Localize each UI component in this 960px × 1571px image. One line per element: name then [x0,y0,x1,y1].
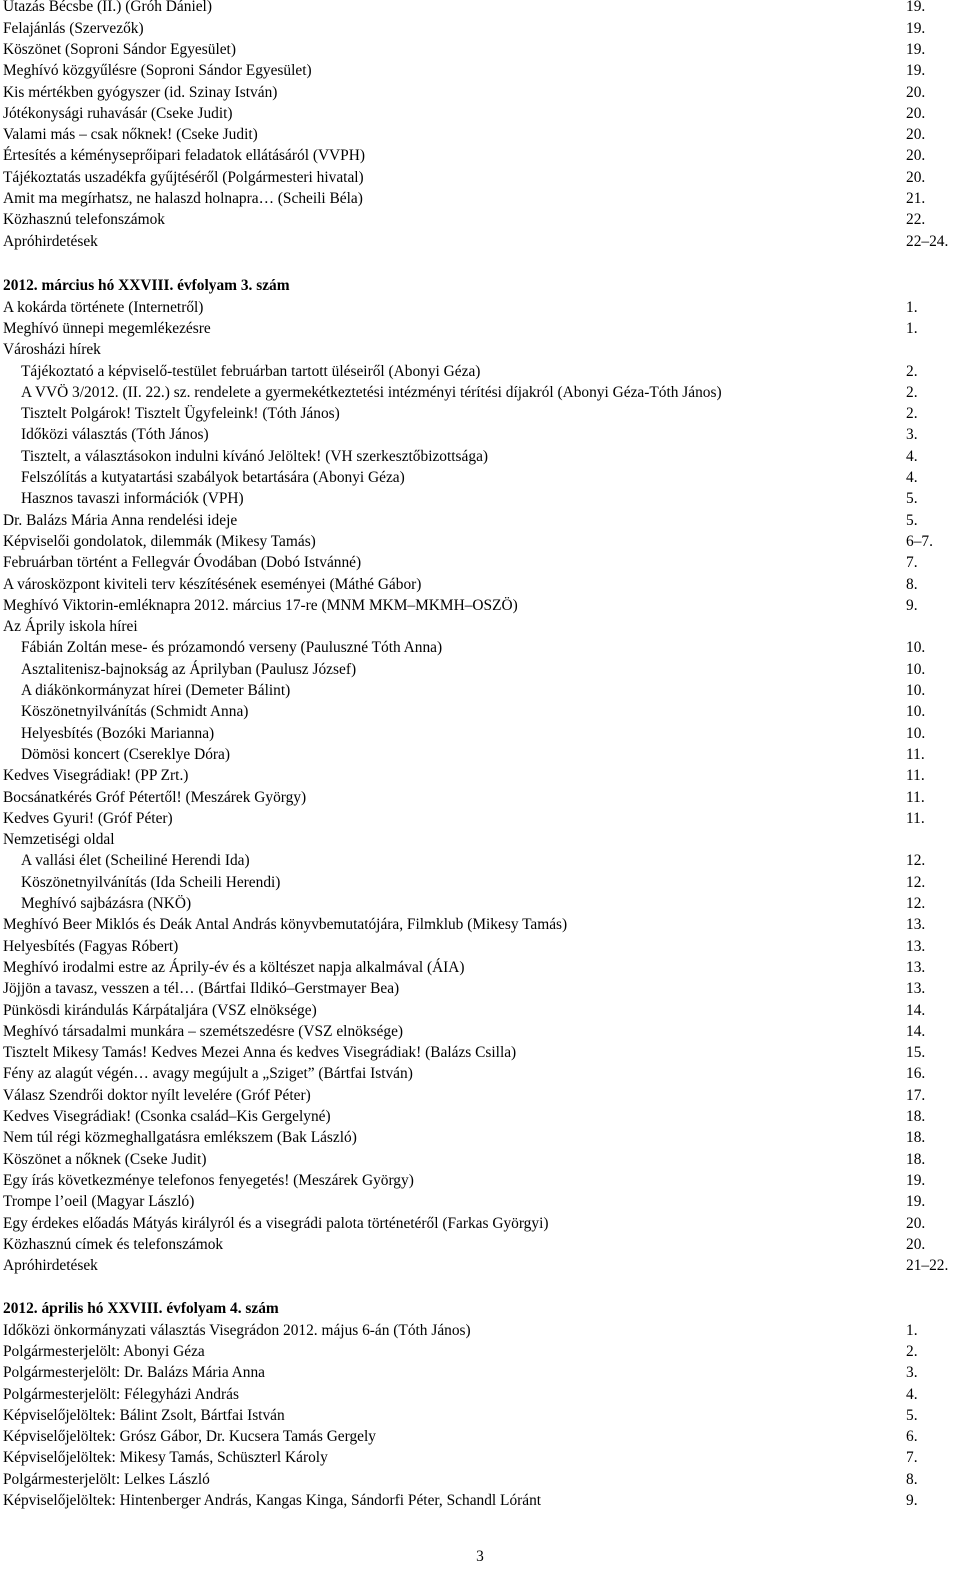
toc-entry [0,637,960,658]
toc-entry [0,744,960,765]
section-heading: 2012. április hó XXVIII. évfolyam 4. szám [3,1300,279,1318]
toc-entry-page: 4. [906,469,918,486]
toc-entry-title: Tisztelt Polgárok! Tisztelt Ügyfeleink! (Tóth János) [21,405,340,423]
toc-entry [0,872,960,893]
toc-entry [0,424,960,445]
toc-entry-title: Fény az alagút végén… avagy megújult a „Sziget” (Bártfai István) [3,1065,413,1083]
toc-entry-page: 1. [906,298,918,316]
toc-entry-title: Időközi választás (Tóth János) [21,426,209,444]
toc-entry-page: 11. [906,809,925,827]
toc-entry [0,297,960,318]
toc-entry-page: 18. [906,1108,926,1125]
toc-entry [0,1255,960,1276]
toc-entry [0,231,960,252]
toc-entry-page: 22–24. [906,232,949,250]
toc-entry-title: Trompe l’oeil (Magyar László) [3,1193,195,1211]
toc-entry-title: Tisztelt Mikesy Tamás! Kedves Mezei Anna és kedves Visegrádiak! (Balázs Csilla) [3,1044,517,1062]
toc-entry-title: Az Áprily iskola hírei [3,618,138,636]
toc-entry-title: A vallási élet (Scheiliné Herendi Ida) [21,852,250,870]
toc-entry-page: 11. [906,745,925,763]
toc-entry-title: Polgármesterjelölt: Abonyi Géza [3,1342,205,1360]
toc-entry-page: 11. [906,788,925,806]
toc-entry [0,936,960,957]
toc-entry [0,1149,960,1170]
toc-entry [0,787,960,808]
toc-entry [0,1341,960,1362]
toc-entry [0,510,960,531]
toc-entry-title: Köszönet a nőknek (Cseke Judit) [3,1150,207,1168]
toc-entry-page: 11. [906,767,925,785]
toc-entry [0,829,960,850]
toc-entry-page: 1. [906,1321,918,1339]
toc-entry-title: Meghívó közgyűlésre (Soproni Sándor Egyesület) [3,62,312,80]
toc-entry-title: Jöjjön a tavasz, vesszen a tél… (Bártfai Ildikó–Gerstmayer Bea) [3,980,400,998]
toc-entry-title: Közhasznú címek és telefonszámok [3,1235,224,1253]
toc-entry [0,1234,960,1255]
toc-entry-page: 19. [906,62,926,80]
toc-entry [0,723,960,744]
toc-entry-title: Apróhirdetések [3,232,98,250]
toc-entry-title: Polgármesterjelölt: Lelkes László [3,1470,210,1488]
toc-entry-page: 19. [906,1193,926,1211]
toc-entry-page: 20. [906,126,926,144]
toc-entry-page: 12. [906,873,926,891]
toc-entry-page: 7. [906,554,918,572]
toc-entry-page: 19. [906,40,926,58]
toc-entry-page: 19. [906,1171,926,1189]
toc-entry-page: 12. [906,895,926,912]
toc-entry [0,1063,960,1084]
toc-entry-page: 12. [906,852,926,870]
toc-entry-title: Meghívó Viktorin-emléknapra 2012. március 17-re (MNM MKM–MKMH–OSZÖ) [3,596,518,614]
toc-entry [0,914,960,935]
toc-entry-page: 13. [906,937,926,955]
toc-entry [0,595,960,616]
toc-entry-title: Apróhirdetések [3,1257,98,1275]
toc-entry-title: A diákönkormányzat hírei (Demeter Bálint) [21,682,291,699]
toc-entry-title: Tájékoztató a képviselő-testület februárban tartott üléseiről (Abonyi Géza) [21,362,481,380]
toc-entry-title: Asztalitenisz-bajnokság az Áprilyban (Paulusz József) [21,660,357,678]
toc-entry-page: 13. [906,958,926,976]
toc-entry [0,39,960,60]
toc-entry-title: Képviselői gondolatok, dilemmák (Mikesy Tamás) [3,532,316,550]
toc-entry [0,1191,960,1212]
toc-entry-page: 3. [906,1364,918,1382]
toc-entry-title: Válasz Szendrői doktor nyílt levelére (Gróf Péter) [3,1086,311,1104]
toc-entry-title: Utazás Bécsbe (II.) (Gróh Dániel) [3,0,212,16]
toc-entry [0,1106,960,1127]
toc-entry-page: 10. [906,703,926,721]
toc-entry-page: 10. [906,639,926,657]
toc-entry-page: 20. [906,104,926,122]
toc-entry [0,382,960,403]
toc-entry-title: Kis mértékben gyógyszer (id. Szinay István) [3,83,278,101]
toc-entry-page: 15. [906,1044,926,1062]
toc-entry-title: Dr. Balázs Mária Anna rendelési ideje [3,511,238,529]
toc-entry-title: Időközi önkormányzati választás Visegrádon 2012. május 6-án (Tóth János) [3,1321,471,1339]
toc-entry [0,574,960,595]
toc-entry-page: 9. [906,596,918,614]
toc-entry [0,978,960,999]
toc-entry [0,1469,960,1490]
toc-entry [0,1362,960,1383]
toc-entry-title: Meghívó sajbázásra (NKÖ) [21,895,192,912]
toc-entry-page: 22. [906,211,926,229]
toc-entry [0,1405,960,1426]
toc-entry-page: 6–7. [906,532,933,550]
toc-entry-title: Közhasznú telefonszámok [3,211,165,229]
toc-entry-title: Képviselőjelöltek: Bálint Zsolt, Bártfai István [3,1406,285,1424]
toc-entry [0,765,960,786]
toc-entry [0,361,960,382]
toc-entry-title: A VVÖ 3/2012. (II. 22.) sz. rendelete a gyermekétkeztetési intézményi térítési díjakról (Abonyi Géza-Tóth János) [21,383,722,401]
toc-entry [0,1320,960,1341]
toc-entry-page: 20. [906,168,926,186]
toc-entry-title: Nem túl régi közmeghallgatásra emlékszem (Bak László) [3,1129,357,1147]
toc-entry [0,552,960,573]
toc-entry-page: 2. [906,362,918,380]
toc-entry-page: 13. [906,980,926,998]
toc-entry-title: Hasznos tavaszi információk (VPH) [21,490,244,508]
toc-entry-page: 9. [906,1492,918,1509]
toc-entry-title: Kedves Visegrádiak! (PP Zrt.) [3,767,189,785]
toc-entry [0,1127,960,1148]
toc-entry-title: Kedves Visegrádiak! (Csonka család–Kis Gergelyné) [3,1108,331,1125]
toc-entry-title: Dömösi koncert (Csereklye Dóra) [21,745,230,763]
section-heading: 2012. március hó XXVIII. évfolyam 3. szám [3,277,290,295]
toc-entry-title: Februárban történt a Fellegvár Óvodában (Dobó Istvánné) [3,554,362,572]
toc-entry-title: A városközpont kiviteli terv készítésének eseményei (Máthé Gábor) [3,575,422,593]
toc-entry-title: Képviselőjelöltek: Mikesy Tamás, Schüszterl Károly [3,1449,328,1467]
toc-entry [0,850,960,871]
toc-entry-page: 17. [906,1086,926,1104]
toc-entry-title: Bocsánatkérés Gróf Pétertől! (Meszárek György) [3,788,307,806]
toc-entry-title: Meghívó irodalmi estre az Áprily-év és a költészet napja alkalmával (ÁIA) [3,958,465,976]
toc-entry-page: 10. [906,682,926,699]
toc-entry-page: 10. [906,660,926,678]
toc-entry [0,18,960,39]
toc-entry-page: 2. [906,1342,918,1360]
toc-entry [0,616,960,637]
toc-entry [0,1426,960,1447]
toc-entry-page: 18. [906,1129,926,1147]
toc-entry-title: Képviselőjelöltek: Grósz Gábor, Dr. Kucsera Tamás Gergely [3,1428,376,1446]
toc-entry-page: 5. [906,490,918,508]
toc-entry-title: A kokárda története (Internetről) [3,298,204,316]
toc-entry [0,680,960,701]
toc-entry-page: 20. [906,83,926,101]
toc-entry [0,488,960,509]
toc-entry [0,1000,960,1021]
toc-entry [0,1170,960,1191]
toc-entry [0,188,960,209]
toc-entry [0,1042,960,1063]
toc-entry-page: 6. [906,1428,918,1446]
toc-entry [0,82,960,103]
toc-entry-page: 19. [906,19,926,37]
toc-entry-page: 18. [906,1150,926,1168]
toc-entry-title: Meghívó ünnepi megemlékezésre [3,319,211,337]
toc-entry-title: Városházi hírek [3,341,101,359]
toc-entry-title: Jótékonysági ruhavásár (Cseke Judit) [3,104,233,122]
toc-entry [0,808,960,829]
toc-entry [0,1490,960,1511]
toc-entry-page: 5. [906,511,918,529]
toc-entry-page: 1. [906,319,918,337]
toc-entry [0,103,960,124]
toc-entry-page: 7. [906,1449,918,1467]
toc-entry-title: Nemzetiségi oldal [3,831,115,849]
toc-entry-page: 16. [906,1065,926,1083]
toc-entry-title: Tájékoztatás uszadékfa gyűjtéséről (Polgármesteri hivatal) [3,168,364,186]
toc-entry [0,701,960,722]
toc-entry-page: 10. [906,724,926,742]
toc-entry-title: Felajánlás (Szervezők) [3,19,144,37]
toc-entry-title: Köszönet (Soproni Sándor Egyesület) [3,40,236,58]
toc-entry-title: Köszönetnyilvánítás (Schmidt Anna) [21,703,249,721]
toc-entry [0,531,960,552]
toc-entry-page: 21. [906,190,926,207]
toc-entry [0,893,960,914]
toc-entry [0,1085,960,1106]
toc-entry-title: Értesítés a kéményseprőipari feladatok ellátásáról (VVPH) [3,147,365,165]
toc-entry-page: 13. [906,916,926,934]
toc-entry-title: Pünkösdi kirándulás Kárpátaljára (VSZ elnöksége) [3,1001,317,1019]
toc-entry [0,1213,960,1234]
toc-entry-page: 14. [906,1022,926,1040]
toc-entry-page: 2. [906,383,918,401]
toc-entry-title: Valami más – csak nőknek! (Cseke Judit) [3,126,258,144]
toc-entry-title: Egy érdekes előadás Mátyás királyról és a visegrádi palota történetéről (Farkas Györgyi) [3,1214,549,1232]
toc-entry [0,145,960,166]
toc-entry [0,659,960,680]
toc-entry [0,1384,960,1405]
toc-entry-title: Fábián Zoltán mese- és prózamondó verseny (Pauluszné Tóth Anna) [21,639,443,657]
toc-entry-title: Meghívó Beer Miklós és Deák Antal András könyvbemutatójára, Filmklub (Mikesy Tamás) [3,916,568,934]
toc-entry-page: 21–22. [906,1257,949,1275]
page-number: 3 [476,1548,484,1565]
toc-entry-title: Köszönetnyilvánítás (Ida Scheili Herendi) [21,873,281,891]
toc-entry [0,318,960,339]
toc-entry [0,0,960,18]
toc-entry-page: 20. [906,147,926,165]
toc-entry [0,124,960,145]
toc-entry-title: Polgármesterjelölt: Dr. Balázs Mária Anna [3,1364,266,1382]
toc-entry-title: Felszólítás a kutyatartási szabályok betartására (Abonyi Géza) [21,469,405,486]
toc-entry [0,467,960,488]
toc-entry-title: Helyesbítés (Bozóki Marianna) [21,724,215,742]
toc-entry [0,167,960,188]
toc-entry [0,1447,960,1468]
toc-entry-title: Helyesbítés (Fagyas Róbert) [3,937,179,955]
toc-entry-page: 14. [906,1001,926,1019]
toc-entry-page: 4. [906,1385,918,1403]
toc-entry [0,403,960,424]
toc-entry-title: Kedves Gyuri! (Gróf Péter) [3,809,173,827]
toc-entry [0,339,960,360]
toc-entry [0,1021,960,1042]
toc-entry-page: 4. [906,447,918,465]
toc-entry-page: 20. [906,1235,926,1253]
toc-entry-page: 5. [906,1406,918,1424]
toc-entry-page: 2. [906,405,918,423]
toc-entry [0,209,960,230]
toc-entry-title: Meghívó társadalmi munkára – szemétszedésre (VSZ elnöksége) [3,1022,404,1040]
toc-entry-title: Amit ma megírhatsz, ne halaszd holnapra… (Scheili Béla) [3,190,363,207]
toc-entry-page: 20. [906,1214,926,1232]
toc-entry-title: Képviselőjelöltek: Hintenberger András, Kangas Kinga, Sándorfi Péter, Schandl Lóránt [3,1492,542,1509]
toc-entry-title: Tisztelt, a választásokon indulni kívánó Jelöltek! (VH szerkesztőbizottsága) [21,447,489,465]
toc-entry-page: 8. [906,1470,918,1488]
toc-entry-title: Polgármesterjelölt: Félegyházi András [3,1385,239,1403]
toc-entry-title: Egy írás következménye telefonos fenyegetés! (Meszárek György) [3,1171,414,1189]
toc-entry [0,957,960,978]
toc-entry-page: 3. [906,426,918,444]
toc-entry [0,60,960,81]
toc-entry [0,446,960,467]
toc-entry-page: 19. [906,0,926,16]
toc-entry-page: 8. [906,575,918,593]
